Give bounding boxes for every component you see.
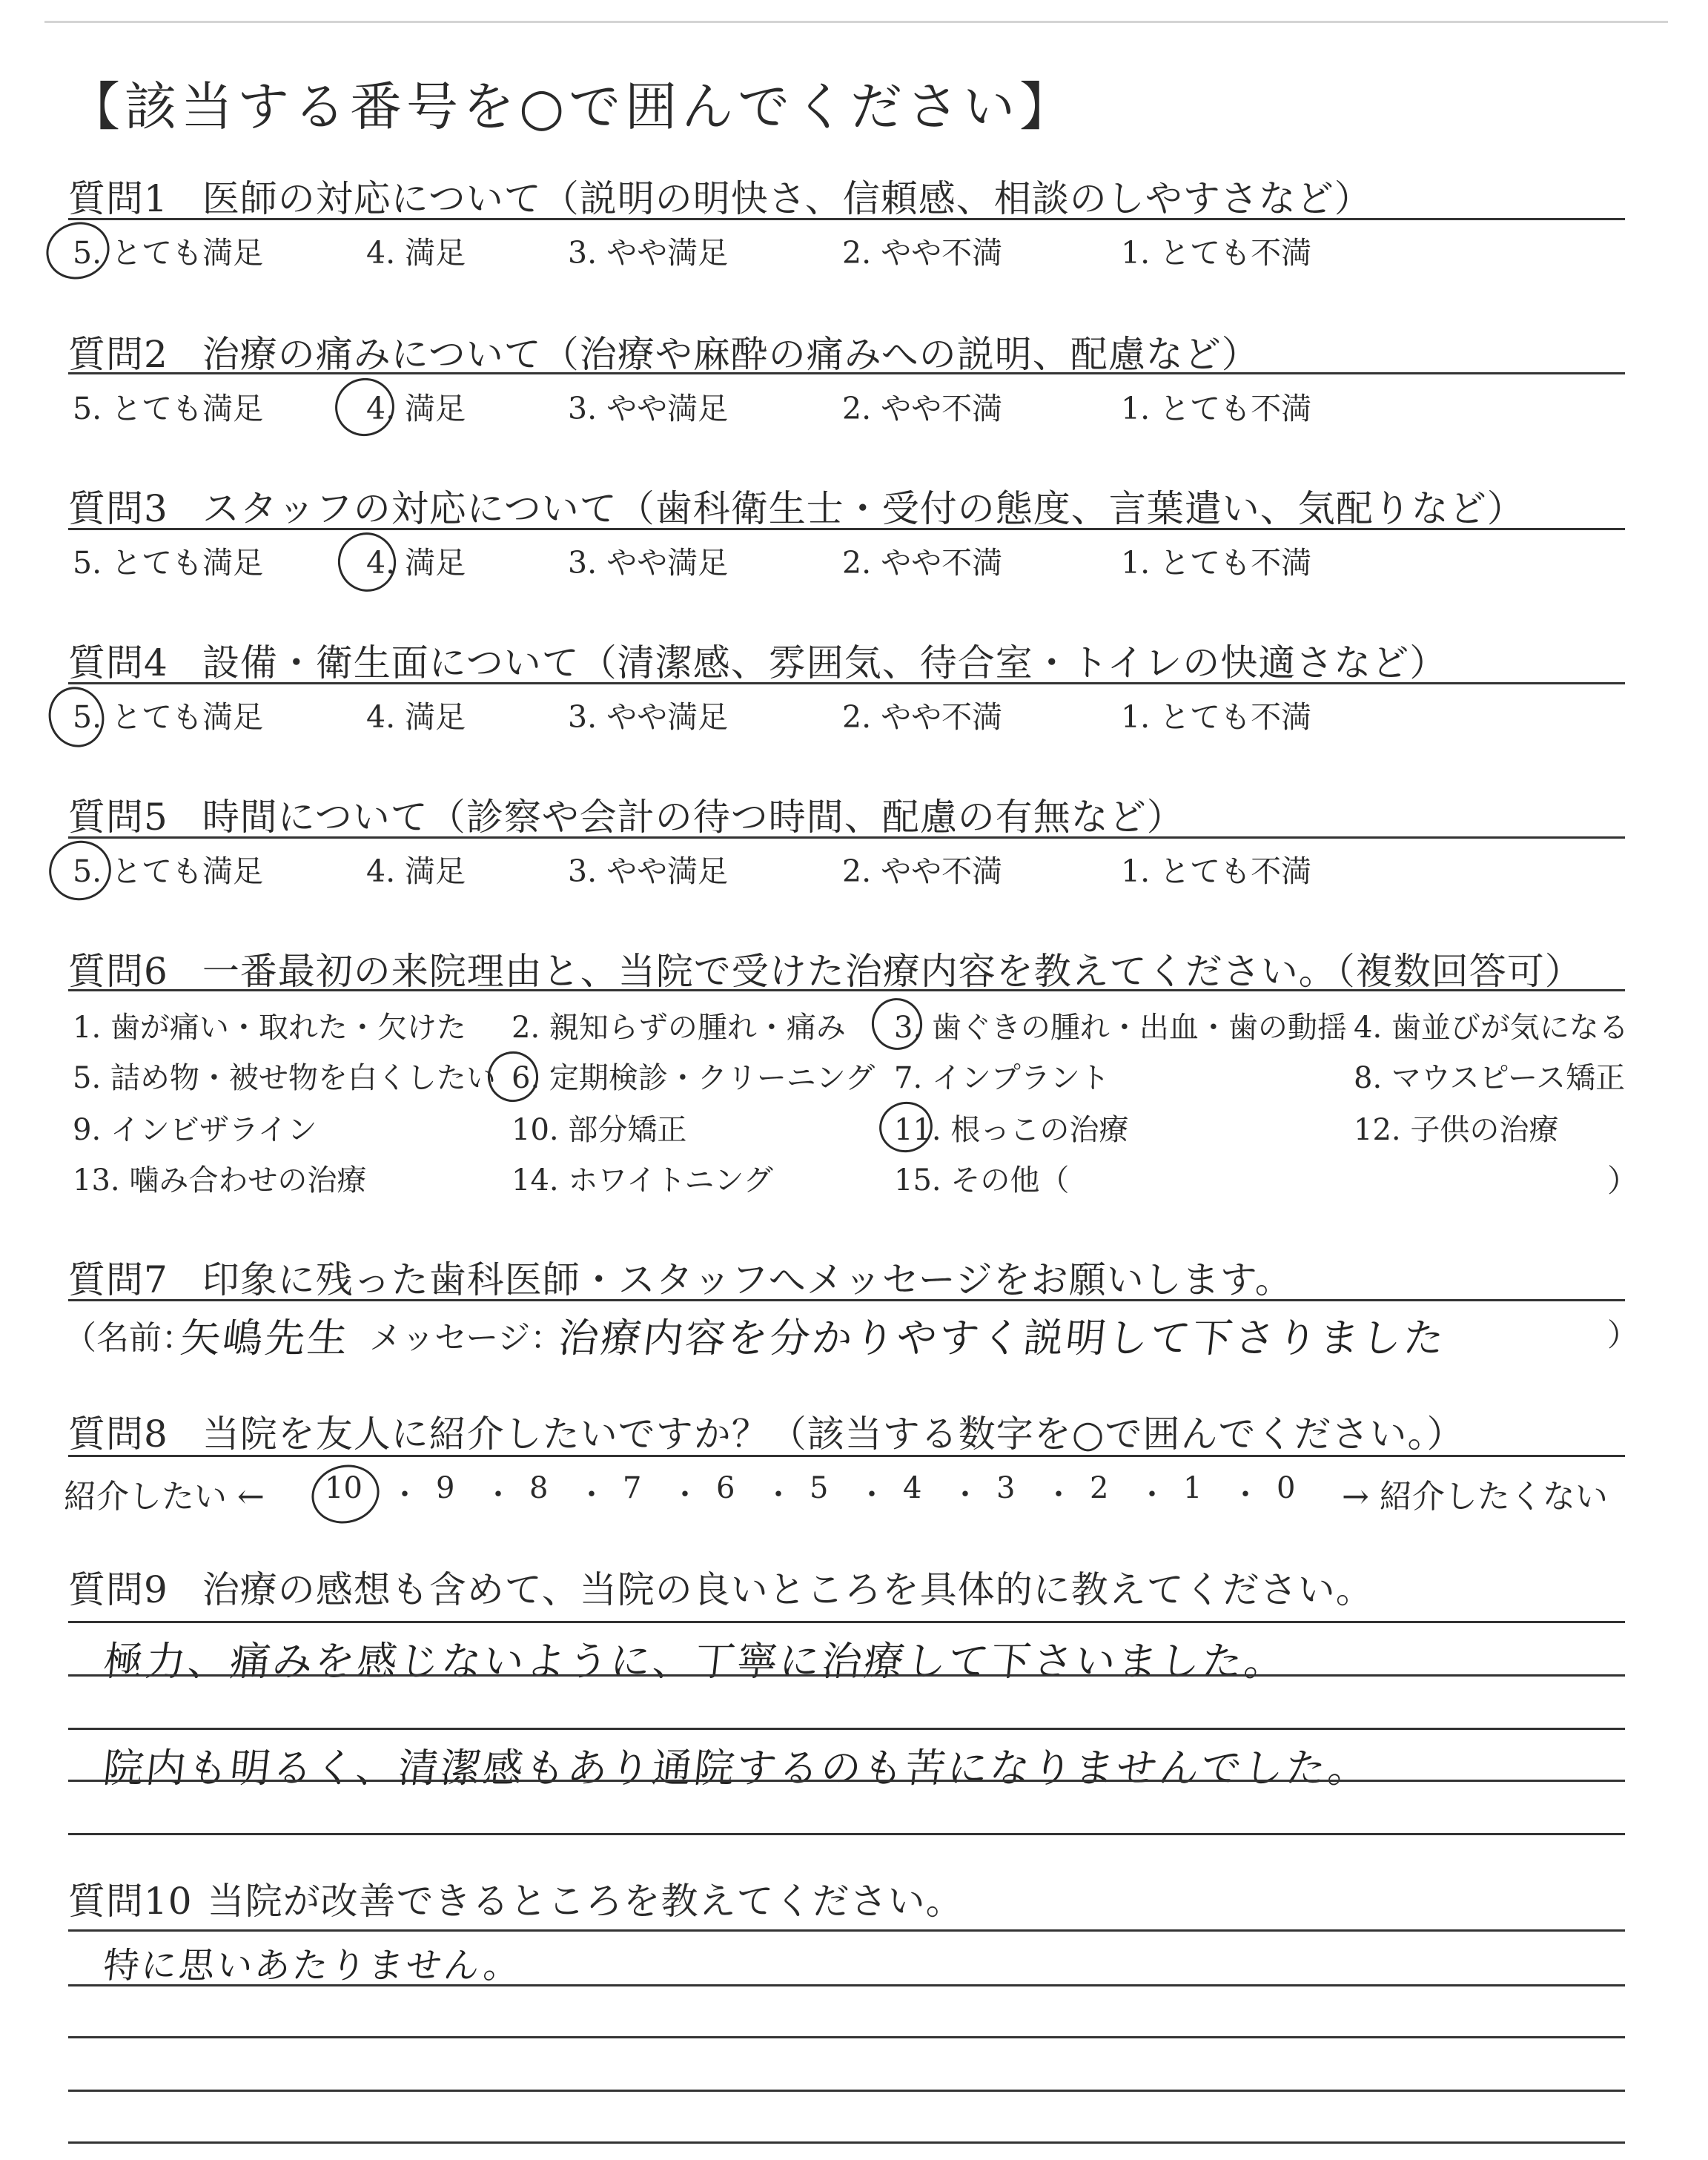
question-text: 印象に残った歯科医師・スタッフへメッセージをお願いします。 [202, 1258, 1293, 1301]
rating-option-1[interactable]: 1. とても不満 [1121, 853, 1312, 889]
question-text: 治療の痛みについて（治療や麻酔の痛みへの説明、配慮など） [202, 333, 1260, 376]
question-4-heading [68, 633, 1447, 687]
rating-option-5[interactable]: 5. とても満足 [73, 235, 264, 271]
question-text: 医師の対応について（説明の明快さ、信頼感、相談のしやすさなど） [202, 177, 1372, 220]
question-rule [68, 372, 1625, 374]
rating-option-4[interactable]: 4. 満足 [366, 853, 466, 889]
scale-5[interactable]: 5 [810, 1471, 829, 1505]
rating-option-5[interactable]: 5. とても満足 [73, 391, 264, 426]
message-label: メッセージ： [369, 1319, 563, 1357]
scale-9[interactable]: 9 [436, 1471, 455, 1505]
rating-option-2[interactable]: 2. やや不満 [842, 699, 1003, 735]
rating-option-3[interactable]: 3. やや満足 [568, 853, 729, 889]
message-value[interactable]: 治療内容を分かりやすく説明して下さりました [556, 1315, 1449, 1361]
question-number: 質問10 [68, 1880, 193, 1923]
other-close-paren: ） [1607, 1163, 1639, 1199]
scale-3[interactable]: 3 [996, 1471, 1016, 1505]
scale-separator: ・ [1044, 1478, 1073, 1512]
scale-separator: ・ [1231, 1478, 1260, 1512]
scale-separator: ・ [857, 1478, 887, 1512]
question-6-heading [68, 942, 1583, 995]
question-number: 質問9 [68, 1568, 168, 1611]
rating-option-2[interactable]: 2. やや不満 [842, 235, 1003, 271]
reason-option-8[interactable]: 8. マウスピース矯正 [1354, 1061, 1626, 1095]
rating-option-2[interactable]: 2. やや不満 [842, 853, 1003, 889]
question-1-heading [68, 169, 1372, 222]
reason-option-11[interactable]: 11. 根っこの治療 [894, 1113, 1129, 1147]
reason-option-3[interactable]: 3. 歯ぐきの腫れ・出血・歯の動揺 [894, 1011, 1347, 1045]
selection-circle [39, 214, 116, 288]
selection-circle [328, 371, 402, 444]
top-rule [44, 21, 1668, 23]
answer-line [68, 1674, 1625, 1677]
reason-option-13[interactable]: 13. 噛み合わせの治療 [73, 1163, 367, 1198]
reason-option-14[interactable]: 14. ホワイトニング [512, 1163, 773, 1198]
reason-option-12[interactable]: 12. 子供の治療 [1354, 1113, 1559, 1147]
rating-option-1[interactable]: 1. とても不満 [1121, 699, 1312, 735]
reason-option-4[interactable]: 4. 歯並びが気になる [1354, 1011, 1629, 1045]
rating-option-1[interactable]: 1. とても不満 [1121, 391, 1312, 426]
selection-circle [331, 525, 404, 599]
question-number: 質問4 [68, 641, 168, 684]
question-rule [68, 218, 1625, 220]
name-value[interactable]: 矢嶋先生 [178, 1315, 352, 1361]
scale-separator: ・ [764, 1478, 793, 1512]
rating-option-1[interactable]: 1. とても不満 [1121, 545, 1312, 581]
question-rule [68, 528, 1625, 530]
page-title: 【該当する番号を○で囲んでください】 [68, 76, 1076, 137]
question-number: 質問6 [68, 950, 168, 993]
answer-line [68, 1780, 1625, 1782]
question-number: 質問7 [68, 1258, 168, 1301]
answer-line [68, 1833, 1625, 1835]
rating-option-3[interactable]: 3. やや満足 [568, 699, 729, 735]
reason-option-9[interactable]: 9. インビザライン [73, 1113, 317, 1147]
question-9-heading [68, 1560, 1374, 1614]
question-number: 質問1 [68, 177, 168, 220]
rating-option-3[interactable]: 3. やや満足 [568, 545, 729, 581]
good-points-answer-2[interactable]: 院内も明るく、清潔感もあり通院するのも苦になりませんでした。 [101, 1745, 1373, 1791]
reason-option-7[interactable]: 7. インプラント [894, 1061, 1110, 1095]
rating-option-4[interactable]: 4. 満足 [366, 699, 466, 735]
rating-option-2[interactable]: 2. やや不満 [842, 545, 1003, 581]
scale-separator: ・ [950, 1478, 980, 1512]
question-text: 設備・衛生面について（清潔感、雰囲気、待合室・トイレの快適さなど） [202, 641, 1448, 684]
answer-line [68, 1621, 1625, 1623]
rating-option-5[interactable]: 5. とても満足 [73, 853, 264, 889]
question-rule [68, 989, 1625, 991]
rating-option-4[interactable]: 4. 満足 [366, 391, 466, 426]
selection-circle [41, 680, 112, 755]
question-number: 質問3 [68, 487, 168, 530]
rating-option-1[interactable]: 1. とても不満 [1121, 235, 1312, 271]
answer-line [68, 2090, 1625, 2092]
question-3-heading [68, 479, 1525, 532]
message-close-paren: ） [1607, 1317, 1639, 1353]
question-rule [68, 1455, 1625, 1457]
scale-separator: ・ [1137, 1478, 1167, 1512]
scale-1[interactable]: 1 [1183, 1471, 1202, 1505]
question-text: 治療の感想も含めて、当院の良いところを具体的に教えてください。 [202, 1568, 1374, 1611]
question-rule [68, 682, 1625, 684]
scale-6[interactable]: 6 [716, 1471, 735, 1505]
answer-line [68, 1929, 1625, 1932]
scale-separator: ・ [390, 1478, 420, 1512]
reason-option-10[interactable]: 10. 部分矯正 [512, 1113, 687, 1147]
scale-7[interactable]: 7 [623, 1471, 642, 1505]
question-text: 時間について（診察や会計の待つ時間、配慮の有無など） [202, 796, 1185, 839]
scale-separator: ・ [483, 1478, 513, 1512]
reason-option-15[interactable]: 15. その他（ [894, 1163, 1070, 1198]
question-7-heading [68, 1250, 1293, 1304]
question-text: スタッフの対応について（歯科衛生士・受付の態度、言葉遣い、気配りなど） [202, 487, 1525, 530]
scale-8[interactable]: 8 [529, 1471, 549, 1505]
rating-option-5[interactable]: 5. とても満足 [73, 699, 264, 735]
question-2-heading [68, 325, 1260, 378]
scale-0[interactable]: 0 [1277, 1471, 1296, 1505]
rating-option-4[interactable]: 4. 満足 [366, 235, 466, 271]
question-text: 当院を友人に紹介したいですか？（該当する数字を○で囲んでください。） [202, 1413, 1465, 1456]
rating-option-5[interactable]: 5. とても満足 [73, 545, 264, 581]
question-8-heading [68, 1404, 1464, 1458]
rating-option-3[interactable]: 3. やや満足 [568, 391, 729, 426]
rating-option-2[interactable]: 2. やや不満 [842, 391, 1003, 426]
question-rule [68, 1299, 1625, 1301]
selection-circle [42, 833, 119, 908]
scale-10[interactable]: 10 [325, 1471, 363, 1505]
answer-line [68, 1728, 1625, 1730]
question-number: 質問5 [68, 796, 168, 839]
question-5-heading [68, 787, 1185, 841]
reason-option-6[interactable]: 6. 定期検診・クリーニング [512, 1061, 875, 1095]
question-number: 質問8 [68, 1413, 168, 1456]
scale-separator: ・ [670, 1478, 700, 1512]
question-10-heading [68, 1872, 964, 1925]
rating-option-4[interactable]: 4. 満足 [366, 545, 466, 581]
selection-circle [873, 1096, 938, 1158]
good-points-answer-1[interactable]: 極力、痛みを感じないように、丁寧に治療して下さいました。 [101, 1638, 1289, 1685]
rating-option-3[interactable]: 3. やや満足 [568, 235, 729, 271]
question-number: 質問2 [68, 333, 168, 376]
reason-option-5[interactable]: 5. 詰め物・被せ物を白くしたい [73, 1061, 496, 1095]
reason-option-1[interactable]: 1. 歯が痛い・取れた・欠けた [73, 1011, 466, 1045]
scale-separator: ・ [577, 1478, 606, 1512]
question-rule [68, 836, 1625, 839]
answer-line [68, 2036, 1625, 2038]
answer-line [68, 1984, 1625, 1986]
reason-option-2[interactable]: 2. 親知らずの腫れ・痛み [512, 1011, 846, 1045]
answer-line [68, 2141, 1625, 2144]
scale-4[interactable]: 4 [903, 1471, 922, 1505]
improvement-answer-1[interactable]: 特に思いあたりません。 [101, 1945, 524, 1986]
question-text: 当院が改善できるところを教えてください。 [207, 1880, 964, 1923]
recommend-right-label: → 紹介したくない [1342, 1478, 1608, 1516]
recommend-left-label: 紹介したい ← [64, 1478, 265, 1516]
selection-circle [305, 1457, 385, 1530]
question-text: 一番最初の来院理由と、当院で受けた治療内容を教えてください。（複数回答可） [202, 950, 1583, 993]
scale-2[interactable]: 2 [1090, 1471, 1109, 1505]
name-label: （名前： [64, 1319, 194, 1357]
